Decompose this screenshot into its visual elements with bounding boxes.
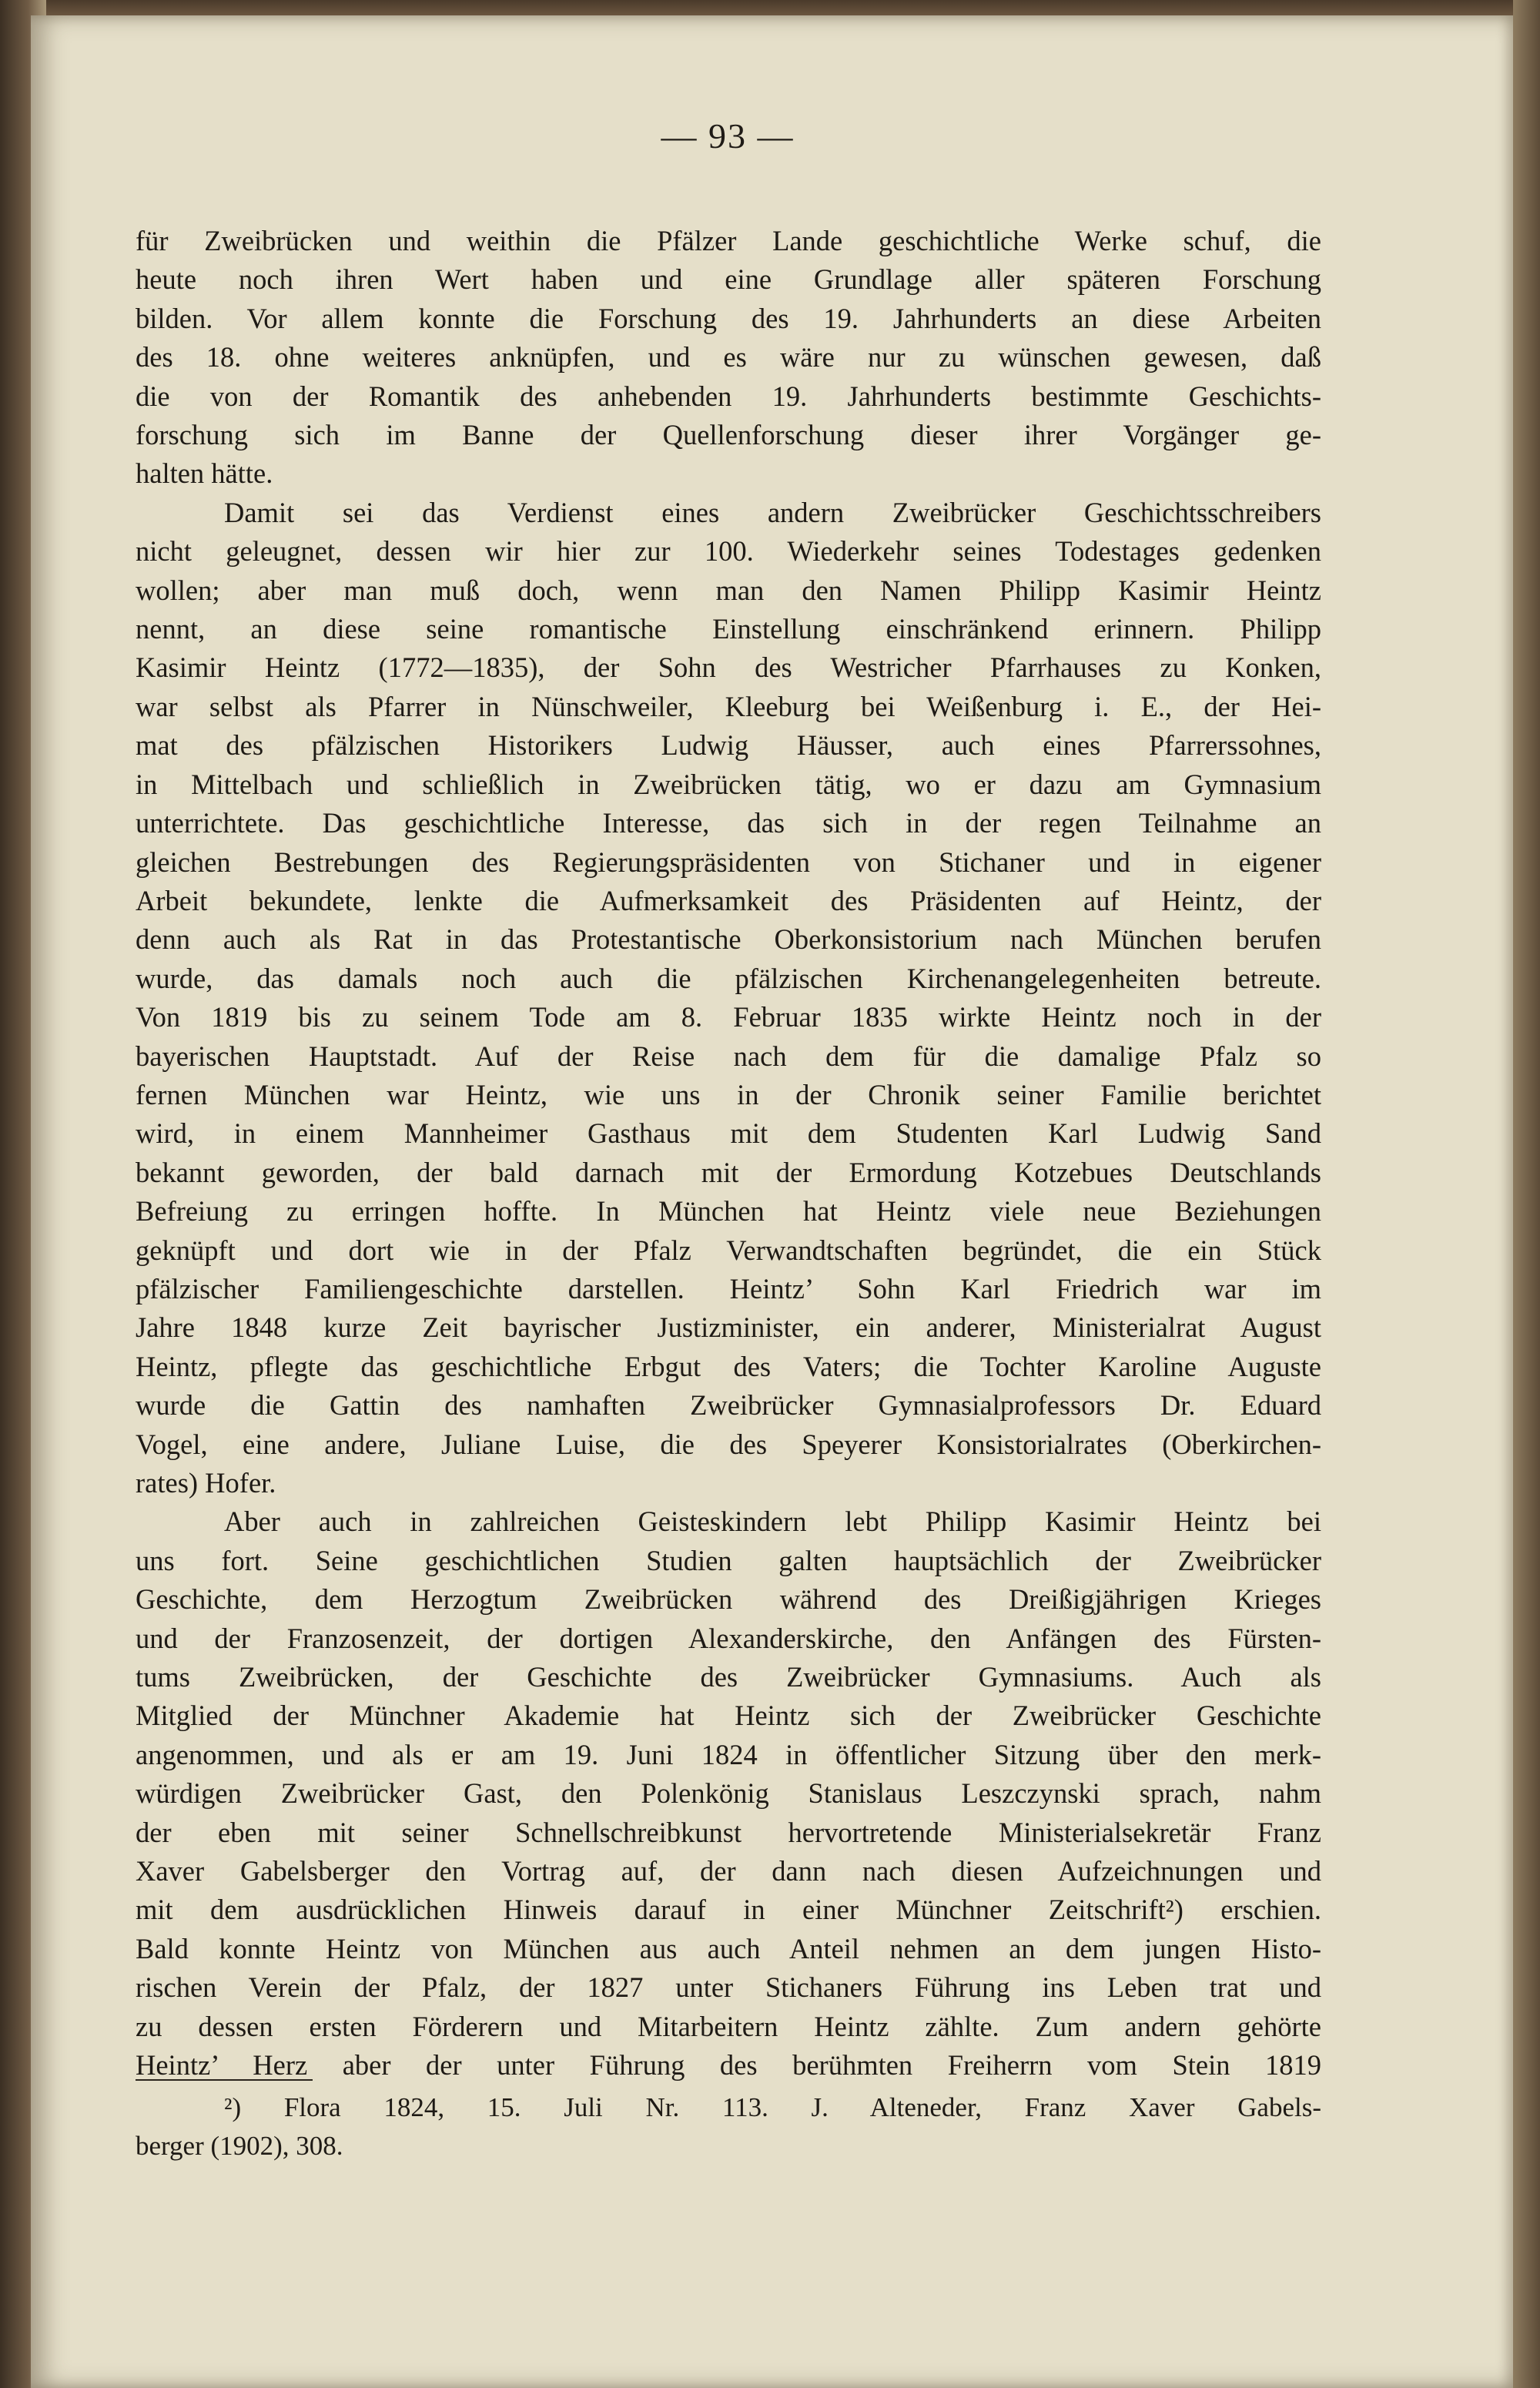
text-line: war selbst als Pfarrer in Nünschweiler, Kleeburg bei Weißenburg i. E., der Hei-: [136, 690, 1321, 722]
text-line: angenommen, und als er am 19. Juni 1824 in öffentlicher Sitzung über den merk-: [136, 1738, 1321, 1770]
text-line: Von 1819 bis zu seinem Tode am 8. Februar 1835 wirkte Heintz noch in der: [136, 1001, 1321, 1033]
text-line: mat des pfälzischen Historikers Ludwig Häusser, auch eines Pfarrerssohnes,: [136, 729, 1321, 762]
text-line: nicht geleugnet, dessen wir hier zur 100. Wiederkehr seines Todestages gedenken: [136, 535, 1321, 568]
text-line: des 18. ohne weiteres anknüpfen, und es wäre nur zu wünschen gewesen, daß: [136, 341, 1321, 373]
text-line: Mitglied der Münchner Akademie hat Heintz sich der Zweibrücker Geschichte: [136, 1700, 1321, 1732]
text-line: die von der Romantik des anhebenden 19. Jahrhunderts bestimmte Geschichts-: [136, 380, 1321, 412]
text-line: fernen München war Heintz, wie uns in der Chronik seiner Familie berichtet: [136, 1078, 1321, 1110]
text-line: der eben mit seiner Schnellschreibkunst hervortretende Ministerialsekretär Franz: [136, 1816, 1321, 1848]
text-line: Vogel, eine andere, Juliane Luise, die des Speyerer Konsistorialrates (Oberkirchen-: [136, 1428, 1321, 1460]
text-line: bayerischen Hauptstadt. Auf der Reise nach dem für die damalige Pfalz so: [136, 1040, 1321, 1072]
text-line: und der Franzosenzeit, der dortigen Alexanderskirche, den Anfängen des Fürsten-: [136, 1622, 1321, 1654]
text-line: gleichen Bestrebungen des Regierungspräsidenten von Stichaner und in eigener: [136, 846, 1321, 878]
text-line: bilden. Vor allem konnte die Forschung des 19. Jahrhunderts an diese Arbeiten: [136, 302, 1321, 334]
text-line: zu dessen ersten Förderern und Mitarbeitern Heintz zählte. Zum andern gehörte: [136, 2010, 1321, 2042]
footnote-divider: [136, 2079, 313, 2081]
text-line: geknüpft und dort wie in der Pfalz Verwandtschaften begründet, die ein Stück: [136, 1234, 1321, 1266]
text-line: Bald konnte Heintz von München aus auch Anteil nehmen an dem jungen Histo-: [136, 1932, 1321, 1964]
text-line: Arbeit bekundete, lenkte die Aufmerksamkeit des Präsidenten auf Heintz, der: [136, 884, 1321, 916]
text-line: forschung sich im Banne der Quellenforschung dieser ihrer Vorgänger ge-: [136, 419, 1321, 451]
text-line: heute noch ihren Wert haben und eine Grundlage aller späteren Forschung: [136, 263, 1321, 296]
body-text: [136, 222, 1321, 2085]
text-line: Aber auch in zahlreichen Geisteskindern lebt Philipp Kasimir Heintz bei: [224, 1505, 1321, 1538]
text-line: mit dem ausdrücklichen Hinweis darauf in einer Münchner Zeitschrift²) erschien.: [136, 1894, 1321, 1926]
text-line: pfälzischer Familiengeschichte darstellen. Heintz’ Sohn Karl Friedrich war im: [136, 1272, 1321, 1305]
text-line: rates) Hofer.: [136, 1467, 276, 1499]
text-line: in Mittelbach und schließlich in Zweibrücken tätig, wo er dazu am Gymnasium: [136, 768, 1321, 800]
text-line: Kasimir Heintz (1772—1835), der Sohn des Westricher Pfarrhauses zu Konken,: [136, 651, 1321, 684]
text-line: wird, in einem Mannheimer Gasthaus mit dem Studenten Karl Ludwig Sand: [136, 1117, 1321, 1150]
paragraph-3: [136, 1502, 1321, 2085]
text-line: wurde die Gattin des namhaften Zweibrücker Gymnasialprofessors Dr. Eduard: [136, 1389, 1321, 1422]
text-line: uns fort. Seine geschichtlichen Studien galten hauptsächlich der Zweibrücker: [136, 1544, 1321, 1576]
text-line: bekannt geworden, der bald darnach mit der Ermordung Kotzebues Deutschlands: [136, 1156, 1321, 1188]
footnote: [136, 2088, 1321, 2165]
text-line: Befreiung zu erringen hoffte. In München hat Heintz viele neue Beziehungen: [136, 1195, 1321, 1227]
text-line: rischen Verein der Pfalz, der 1827 unter Stichaners Führung ins Leben trat und: [136, 1971, 1321, 2004]
text-line: Geschichte, dem Herzogtum Zweibrücken während des Dreißigjährigen Krieges: [136, 1583, 1321, 1616]
footnote-line: berger (1902), 308.: [136, 2131, 343, 2161]
text-line: Heintz’ Herz aber der unter Führung des berühmten Freiherrn vom Stein 1819: [136, 2049, 1321, 2082]
text-line: wollen; aber man muß doch, wenn man den Namen Philipp Kasimir Heintz: [136, 574, 1321, 606]
text-line: Damit sei das Verdienst eines andern Zweibrücker Geschichtsschreibers: [224, 496, 1321, 528]
text-line: Heintz, pflegte das geschichtliche Erbgut des Vaters; die Tochter Karoline Auguste: [136, 1350, 1321, 1382]
text-line: halten hätte.: [136, 457, 273, 490]
page-number: — 93 —: [661, 116, 795, 156]
text-line: für Zweibrücken und weithin die Pfälzer Lande geschichtliche Werke schuf, die: [136, 225, 1321, 256]
text-line: würdigen Zweibrücker Gast, den Polenkönig Stanislaus Leszczynski sprach, nahm: [136, 1777, 1321, 1810]
paragraph-1: [136, 222, 1321, 494]
footnote-line: ²) Flora 1824, 15. Juli Nr. 113. J. Alteneder, Franz Xaver Gabels-: [224, 2092, 1321, 2122]
paragraph-2: [136, 494, 1321, 1503]
scan-right-edge: [1513, 0, 1540, 2388]
text-line: unterrichtete. Das geschichtliche Interesse, das sich in der regen Teilnahme an: [136, 807, 1321, 839]
text-line: wurde, das damals noch auch die pfälzischen Kirchenangelegenheiten betreute.: [136, 962, 1321, 994]
text-line: tums Zweibrücken, der Geschichte des Zweibrücker Gymnasiums. Auch als: [136, 1661, 1321, 1693]
text-line: denn auch als Rat in das Protestantische Oberkonsistorium nach München berufen: [136, 923, 1321, 956]
text-line: nennt, an diese seine romantische Einstellung einschränkend erinnern. Philipp: [136, 613, 1321, 645]
text-line: Jahre 1848 kurze Zeit bayrischer Justizminister, ein anderer, Ministerialrat August: [136, 1311, 1321, 1344]
text-line: Xaver Gabelsberger den Vortrag auf, der dann nach diesen Aufzeichnungen und: [136, 1855, 1321, 1887]
